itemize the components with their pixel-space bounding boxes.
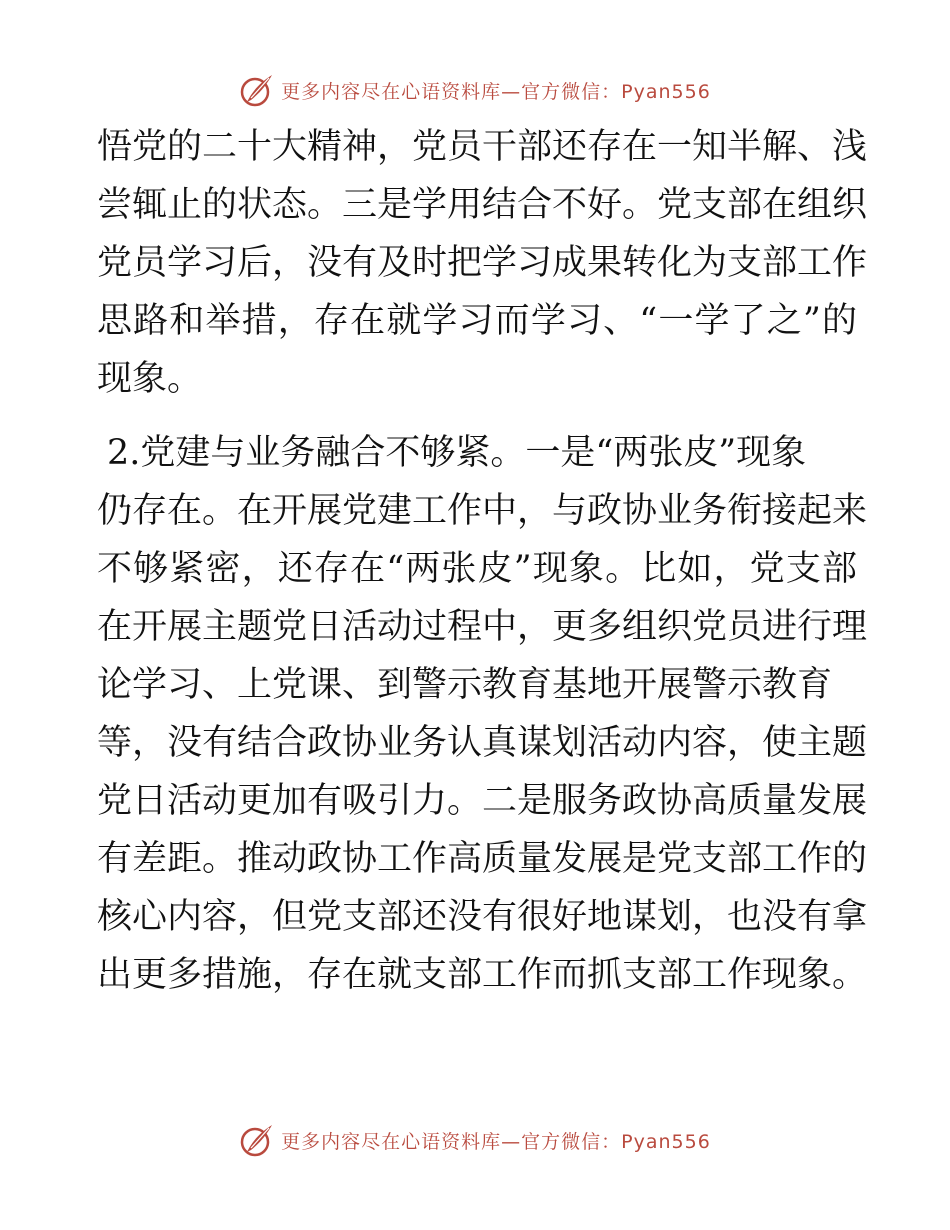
text-line: 悟党的二十大精神，党员干部还存在一知半解、浅 — [97, 127, 868, 167]
text-line: 核心内容，但党支部还没有很好地谋划，也没有拿 — [97, 897, 868, 937]
text-line: 论学习、上党课、到警示教育基地开展警示教育 — [97, 665, 833, 705]
text-line: 党日活动更加有吸引力。二是服务政协高质量发展 — [97, 781, 868, 821]
document-body — [97, 118, 868, 1004]
text-line: 等，没有结合政协业务认真谋划活动内容，使主题 — [97, 723, 868, 763]
text-line: 出更多措施，存在就支部工作而抓支部工作现象。 — [97, 955, 868, 995]
feather-pen-logo-icon — [239, 72, 275, 108]
paragraph — [97, 424, 868, 1004]
banner-text: 更多内容尽在心语资料库—官方微信：Pyan556 — [281, 80, 711, 103]
text-line: 不够紧密，还存在“两张皮”现象。比如，党支部 — [97, 549, 857, 589]
text-line: 党员学习后，没有及时把学习成果转化为支部工作 — [97, 243, 868, 283]
text-line: 在开展主题党日活动过程中，更多组织党员进行理 — [97, 607, 868, 647]
text-line: 尝辄止的状态。三是学用结合不好。党支部在组织 — [97, 185, 868, 225]
footer-banner — [0, 1120, 950, 1160]
section-heading-line: 2.党建与业务融合不够紧。一是“两张皮”现象 — [107, 433, 807, 473]
text-line: 现象。 — [97, 359, 203, 399]
text-line: 思路和举措，存在就学习而学习、“一学了之”的 — [97, 301, 857, 341]
feather-pen-logo-icon — [239, 1122, 275, 1158]
header-banner — [0, 70, 950, 110]
banner-text: 更多内容尽在心语资料库—官方微信：Pyan556 — [281, 1130, 711, 1153]
paragraph — [97, 118, 868, 408]
text-line: 有差距。推动政协工作高质量发展是党支部工作的 — [97, 839, 868, 879]
text-line: 仍存在。在开展党建工作中，与政协业务衔接起来 — [97, 491, 868, 531]
